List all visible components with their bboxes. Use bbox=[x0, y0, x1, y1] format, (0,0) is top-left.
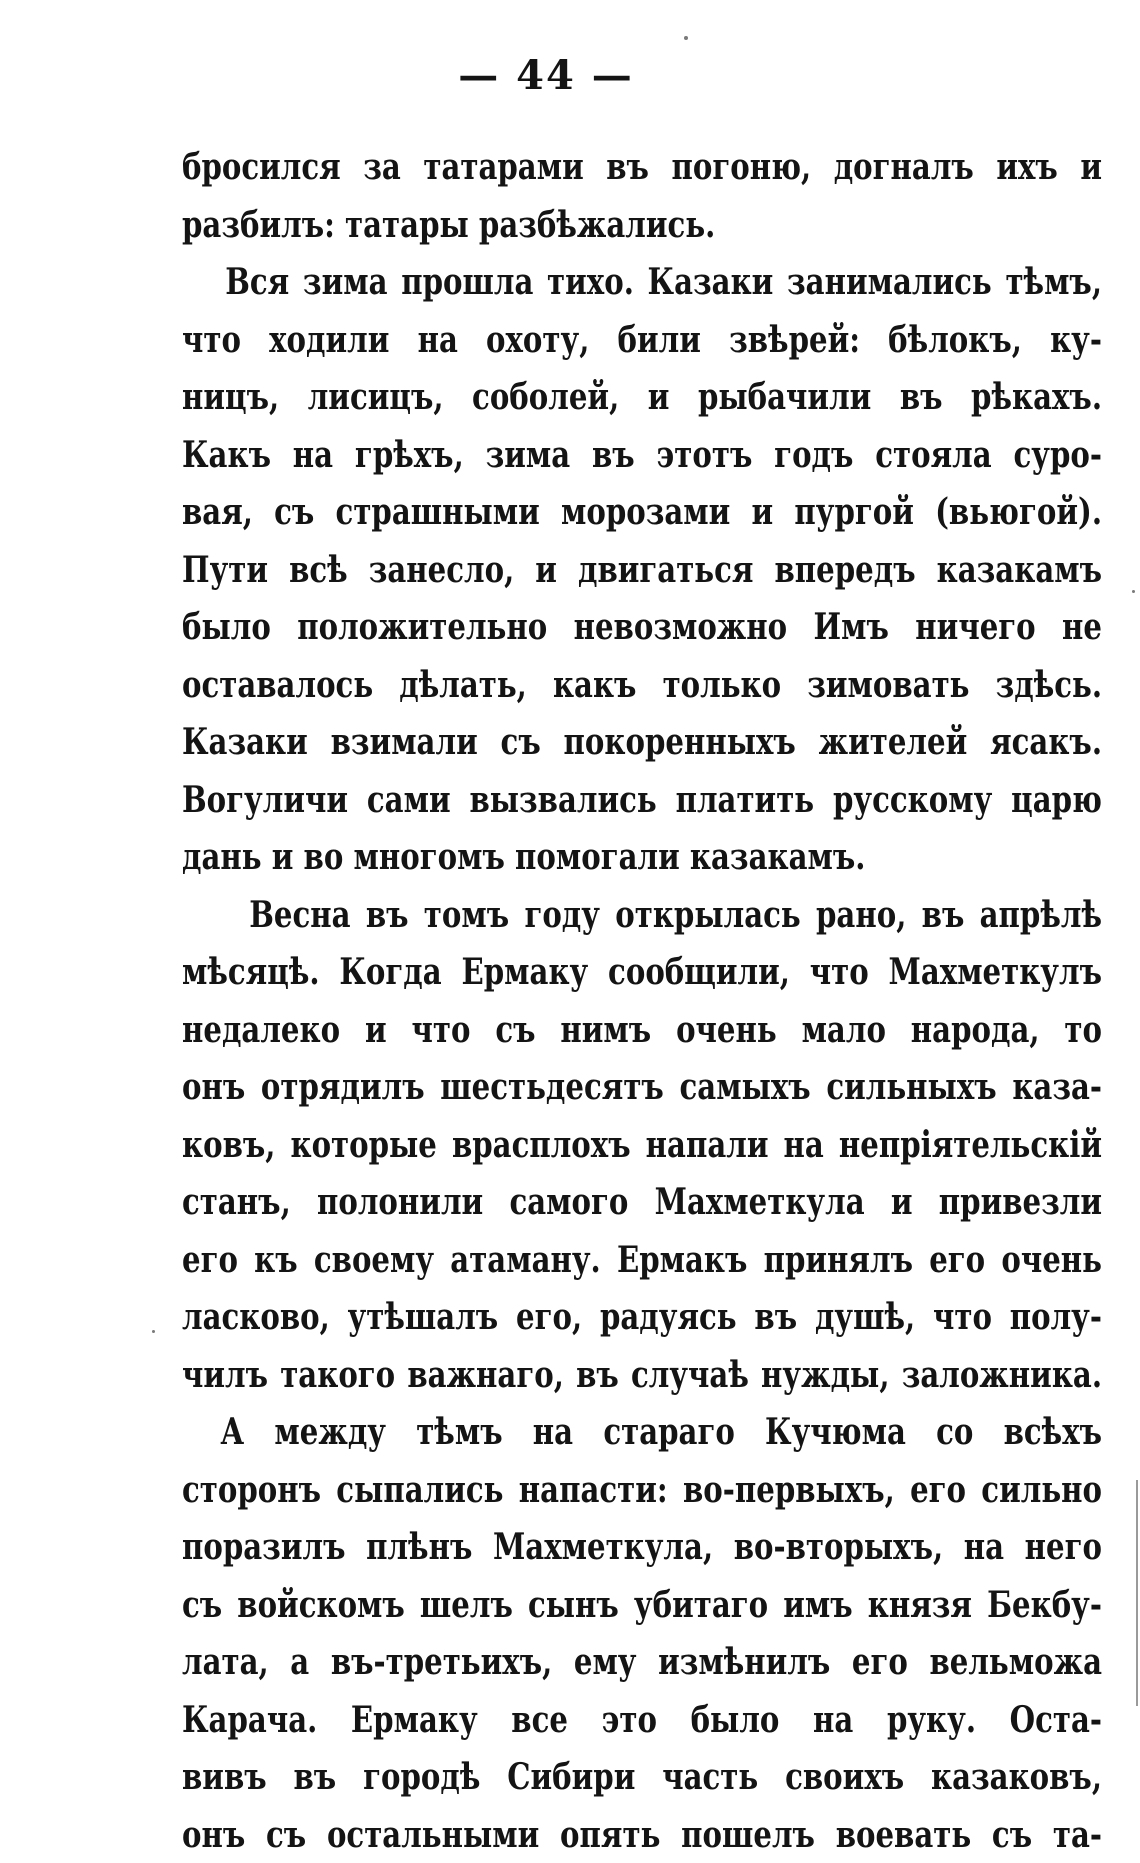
text-line: ницъ, лисицъ, соболей, и рыбачили въ рѣкахъ. bbox=[182, 368, 1102, 426]
page-edge-shadow bbox=[1136, 1480, 1138, 1706]
scan-speck bbox=[1132, 590, 1135, 593]
text-line: чилъ такого важнаго, въ случаѣ нужды, заложника. bbox=[182, 1346, 1102, 1404]
text-line: съ войскомъ шелъ сынъ убитаго имъ князя Бекбу- bbox=[182, 1576, 1102, 1634]
text-line: бросился за татарами въ погоню, догналъ ихъ и bbox=[182, 138, 1102, 196]
text-line: ласково, утѣшалъ его, радуясь въ душѣ, что полу- bbox=[182, 1288, 1102, 1346]
text-line: онъ съ остальными опять пошелъ воевать съ та- bbox=[182, 1806, 1102, 1863]
text-line: онъ отрядилъ шестьдесятъ самыхъ сильныхъ каза- bbox=[182, 1058, 1102, 1116]
scan-speck bbox=[684, 36, 688, 40]
text-line: дань и во многомъ помогали казакамъ. bbox=[182, 828, 1102, 886]
text-line: Карача. Ермаку все это было на руку. Оста- bbox=[182, 1691, 1102, 1749]
paragraph-start-line: Вся зима прошла тихо. Казаки занимались тѣмъ, bbox=[182, 253, 1102, 311]
text-line: вая, съ страшными морозами и пургой (вьюгой). bbox=[182, 483, 1102, 541]
text-line: Какъ на грѣхъ, зима въ этотъ годъ стояла суро- bbox=[182, 426, 1102, 484]
text-line: что ходили на охоту, били звѣрей: бѣлокъ, ку- bbox=[182, 311, 1102, 369]
paragraph-start-line: А между тѣмъ на стараго Кучюма со всѣхъ bbox=[182, 1403, 1102, 1461]
body-text bbox=[182, 138, 1102, 1863]
paragraph-start-line: Весна въ томъ году открылась рано, въ апрѣлѣ bbox=[182, 886, 1102, 944]
text-line: оставалось дѣлать, какъ только зимовать здѣсь. bbox=[182, 656, 1102, 714]
text-line: его къ своему атаману. Ермакъ принялъ его очень bbox=[182, 1231, 1102, 1289]
text-line: вивъ въ городѣ Сибири часть своихъ казаковъ, bbox=[182, 1748, 1102, 1806]
text-line: Вогуличи сами вызвались платить русскому царю bbox=[182, 771, 1102, 829]
text-line: мѣсяцѣ. Когда Ермаку сообщили, что Махметкулъ bbox=[182, 943, 1102, 1001]
text-line: Казаки взимали съ покоренныхъ жителей ясакъ. bbox=[182, 713, 1102, 771]
text-line: сторонъ сыпались напасти: во-первыхъ, его сильно bbox=[182, 1461, 1102, 1519]
text-line: разбилъ: татары разбѣжались. bbox=[182, 196, 1102, 254]
page-number: — 44 — bbox=[0, 52, 1116, 99]
text-line: ковъ, которые врасплохъ напали на непріятельскій bbox=[182, 1116, 1102, 1174]
text-line: Пути всѣ занесло, и двигаться впередъ казакамъ bbox=[182, 541, 1102, 599]
text-line: станъ, полонили самого Махметкула и привезли bbox=[182, 1173, 1102, 1231]
text-line: поразилъ плѣнъ Махметкула, во-вторыхъ, на него bbox=[182, 1518, 1102, 1576]
text-line: было положительно невозможно Имъ ничего не bbox=[182, 598, 1102, 656]
scan-speck bbox=[152, 1330, 155, 1333]
text-line: недалеко и что съ нимъ очень мало народа, то bbox=[182, 1001, 1102, 1059]
text-line: лата, а въ-третьихъ, ему измѣнилъ его вельможа bbox=[182, 1633, 1102, 1691]
